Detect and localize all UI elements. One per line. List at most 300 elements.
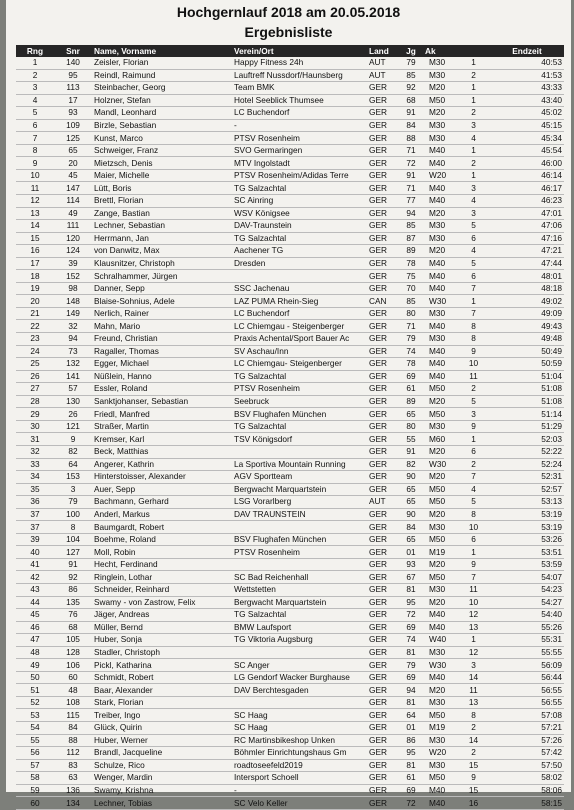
rank-cell: 19 (16, 282, 54, 295)
name-cell: Wenger, Mardin (92, 772, 232, 785)
table-row (16, 232, 564, 245)
age-class-cell: M19 (423, 721, 457, 734)
table-row (16, 69, 564, 82)
name-cell: Sanktjohanser, Sebastian (92, 395, 232, 408)
finish-time-cell: 51:14 (490, 408, 564, 421)
country-cell: CAN (367, 295, 399, 308)
table-row (16, 696, 564, 709)
name-cell: Steinbacher, Georg (92, 82, 232, 95)
table-row (16, 420, 564, 433)
year-cell: 67 (399, 571, 423, 584)
results-sheet (6, 0, 571, 808)
year-cell: 77 (399, 195, 423, 208)
club-cell: Happy Fitness 24h (232, 57, 367, 69)
class-rank-cell: 4 (457, 245, 490, 258)
start-number-cell: 106 (54, 659, 92, 672)
class-rank-cell: 12 (457, 646, 490, 659)
year-cell: 91 (399, 445, 423, 458)
club-cell: SC Haag (232, 709, 367, 722)
start-number-cell: 125 (54, 132, 92, 145)
name-cell: Moll, Robin (92, 546, 232, 559)
age-class-cell: M30 (423, 69, 457, 82)
class-rank-cell: 3 (457, 659, 490, 672)
class-rank-cell: 6 (457, 232, 490, 245)
class-rank-cell: 10 (457, 358, 490, 371)
club-cell: SC Anger (232, 659, 367, 672)
club-cell (232, 521, 367, 534)
age-class-cell: M50 (423, 94, 457, 107)
age-class-cell: M40 (423, 671, 457, 684)
finish-time-cell: 56:09 (490, 659, 564, 672)
age-class-cell: M40 (423, 270, 457, 283)
rank-cell: 44 (16, 596, 54, 609)
country-cell: GER (367, 358, 399, 371)
rank-cell: 3 (16, 82, 54, 95)
name-cell: Freund, Christian (92, 333, 232, 346)
club-cell: TSV Königsdorf (232, 433, 367, 446)
rank-cell: 36 (16, 496, 54, 509)
club-cell: SSC Jachenau (232, 282, 367, 295)
rank-cell: 32 (16, 445, 54, 458)
class-rank-cell: 5 (457, 395, 490, 408)
club-cell: MTV Ingolstadt (232, 157, 367, 170)
age-class-cell: M30 (423, 734, 457, 747)
rank-cell: 12 (16, 195, 54, 208)
column-header-start-number: Snr (54, 45, 92, 57)
class-rank-cell: 3 (457, 207, 490, 220)
age-class-cell: W20 (423, 747, 457, 760)
country-cell: GER (367, 659, 399, 672)
age-class-cell: M50 (423, 383, 457, 396)
table-row (16, 471, 564, 484)
name-cell: Glück, Quirin (92, 721, 232, 734)
name-cell: Klausnitzer, Christoph (92, 257, 232, 270)
country-cell: GER (367, 696, 399, 709)
year-cell: 78 (399, 358, 423, 371)
table-row (16, 395, 564, 408)
country-cell: GER (367, 483, 399, 496)
finish-time-cell: 57:42 (490, 747, 564, 760)
country-cell: GER (367, 433, 399, 446)
name-cell: Essler, Roland (92, 383, 232, 396)
country-cell: GER (367, 759, 399, 772)
name-cell: Swamy - von Zastrow, Felix (92, 596, 232, 609)
class-rank-cell: 8 (457, 709, 490, 722)
club-cell: Seebruck (232, 395, 367, 408)
finish-time-cell: 57:50 (490, 759, 564, 772)
class-rank-cell: 2 (457, 157, 490, 170)
start-number-cell: 121 (54, 420, 92, 433)
club-cell: LC Chiemgau- Steigenberger (232, 358, 367, 371)
name-cell: von Danwitz, Max (92, 245, 232, 258)
class-rank-cell: 6 (457, 445, 490, 458)
class-rank-cell: 1 (457, 169, 490, 182)
age-class-cell: M50 (423, 533, 457, 546)
rank-cell: 20 (16, 295, 54, 308)
rank-cell: 30 (16, 420, 54, 433)
start-number-cell: 73 (54, 345, 92, 358)
class-rank-cell: 4 (457, 132, 490, 145)
table-row (16, 546, 564, 559)
name-cell: Jäger, Andreas (92, 609, 232, 622)
country-cell: GER (367, 257, 399, 270)
club-cell: TG Salzachtal (232, 182, 367, 195)
class-rank-cell: 14 (457, 671, 490, 684)
club-cell: LC Buchendorf (232, 307, 367, 320)
country-cell: GER (367, 282, 399, 295)
year-cell: 89 (399, 245, 423, 258)
country-cell: GER (367, 646, 399, 659)
class-rank-cell: 7 (457, 307, 490, 320)
rank-cell: 25 (16, 358, 54, 371)
year-cell: 65 (399, 408, 423, 421)
start-number-cell: 141 (54, 370, 92, 383)
rank-cell: 1 (16, 57, 54, 69)
finish-time-cell: 45:34 (490, 132, 564, 145)
class-rank-cell: 1 (457, 634, 490, 647)
start-number-cell: 130 (54, 395, 92, 408)
year-cell: 72 (399, 609, 423, 622)
year-cell: 65 (399, 496, 423, 509)
start-number-cell: 94 (54, 333, 92, 346)
finish-time-cell: 43:40 (490, 94, 564, 107)
year-cell: 93 (399, 558, 423, 571)
year-cell: 85 (399, 295, 423, 308)
age-class-cell: M30 (423, 119, 457, 132)
class-rank-cell: 9 (457, 345, 490, 358)
document-subtitle: Ergebnisliste (244, 24, 333, 40)
name-cell: Schmidt, Robert (92, 671, 232, 684)
name-cell: Holzner, Stefan (92, 94, 232, 107)
club-cell: BSV Flughafen München (232, 408, 367, 421)
start-number-cell: 86 (54, 583, 92, 596)
finish-time-cell: 48:18 (490, 282, 564, 295)
year-cell: 91 (399, 107, 423, 120)
age-class-cell: M50 (423, 496, 457, 509)
age-class-cell: M30 (423, 646, 457, 659)
table-row (16, 107, 564, 120)
rank-cell: 31 (16, 433, 54, 446)
start-number-cell: 113 (54, 82, 92, 95)
name-cell: Baumgardt, Robert (92, 521, 232, 534)
finish-time-cell: 47:01 (490, 207, 564, 220)
country-cell: GER (367, 307, 399, 320)
club-cell: Bergwacht Marquartstein (232, 483, 367, 496)
country-cell: AUT (367, 69, 399, 82)
start-number-cell: 32 (54, 320, 92, 333)
start-number-cell: 132 (54, 358, 92, 371)
year-cell: 72 (399, 797, 423, 810)
finish-time-cell: 53:13 (490, 496, 564, 509)
start-number-cell: 134 (54, 797, 92, 810)
table-row (16, 245, 564, 258)
results-table (16, 45, 564, 810)
name-cell: Huber, Sonja (92, 634, 232, 647)
table-row (16, 383, 564, 396)
rank-cell: 42 (16, 571, 54, 584)
class-rank-cell: 3 (457, 182, 490, 195)
country-cell: GER (367, 195, 399, 208)
start-number-cell: 114 (54, 195, 92, 208)
country-cell: GER (367, 157, 399, 170)
rank-cell: 16 (16, 245, 54, 258)
rank-cell: 55 (16, 734, 54, 747)
country-cell: GER (367, 471, 399, 484)
name-cell: Herrmann, Jan (92, 232, 232, 245)
start-number-cell: 8 (54, 521, 92, 534)
finish-time-cell: 54:27 (490, 596, 564, 609)
start-number-cell: 149 (54, 307, 92, 320)
finish-time-cell: 46:23 (490, 195, 564, 208)
rank-cell: 37 (16, 521, 54, 534)
age-class-cell: M30 (423, 220, 457, 233)
finish-time-cell: 58:02 (490, 772, 564, 785)
country-cell: GER (367, 772, 399, 785)
finish-time-cell: 57:08 (490, 709, 564, 722)
finish-time-cell: 49:43 (490, 320, 564, 333)
name-cell: Auer, Sepp (92, 483, 232, 496)
start-number-cell: 124 (54, 245, 92, 258)
country-cell: GER (367, 345, 399, 358)
country-cell: GER (367, 408, 399, 421)
club-cell: roadtoseefeld2019 (232, 759, 367, 772)
club-cell (232, 558, 367, 571)
name-cell: Ragaller, Thomas (92, 345, 232, 358)
name-cell: Nüßlein, Hanno (92, 370, 232, 383)
club-cell: Team BMK (232, 82, 367, 95)
start-number-cell: 93 (54, 107, 92, 120)
club-cell (232, 646, 367, 659)
table-row (16, 333, 564, 346)
age-class-cell: M30 (423, 696, 457, 709)
column-header-club: Verein/Ort (232, 45, 367, 57)
name-cell: Treiber, Ingo (92, 709, 232, 722)
country-cell: GER (367, 132, 399, 145)
age-class-cell: M20 (423, 245, 457, 258)
class-rank-cell: 2 (457, 721, 490, 734)
table-row (16, 320, 564, 333)
country-cell: GER (367, 521, 399, 534)
column-header-finish-time: Endzeit (490, 45, 564, 57)
rank-cell: 35 (16, 483, 54, 496)
rank-cell: 10 (16, 169, 54, 182)
start-number-cell: 120 (54, 232, 92, 245)
country-cell: GER (367, 671, 399, 684)
rank-cell: 33 (16, 458, 54, 471)
start-number-cell: 140 (54, 57, 92, 69)
class-rank-cell: 2 (457, 747, 490, 760)
name-cell: Maier, Michelle (92, 169, 232, 182)
rank-cell: 52 (16, 696, 54, 709)
club-cell: SC Bad Reichenhall (232, 571, 367, 584)
age-class-cell: M40 (423, 282, 457, 295)
rank-cell: 29 (16, 408, 54, 421)
table-row (16, 207, 564, 220)
rank-cell: 41 (16, 558, 54, 571)
year-cell: 69 (399, 784, 423, 797)
country-cell: GER (367, 571, 399, 584)
start-number-cell: 9 (54, 433, 92, 446)
finish-time-cell: 55:55 (490, 646, 564, 659)
rank-cell: 23 (16, 333, 54, 346)
age-class-cell: M30 (423, 307, 457, 320)
rank-cell: 7 (16, 132, 54, 145)
start-number-cell: 26 (54, 408, 92, 421)
rank-cell: 50 (16, 671, 54, 684)
finish-time-cell: 53:59 (490, 558, 564, 571)
club-cell: PTSV Rosenheim (232, 383, 367, 396)
year-cell: 79 (399, 333, 423, 346)
age-class-cell: M20 (423, 596, 457, 609)
year-cell: 90 (399, 508, 423, 521)
year-cell: 85 (399, 69, 423, 82)
finish-time-cell: 51:08 (490, 383, 564, 396)
table-row (16, 508, 564, 521)
start-number-cell: 49 (54, 207, 92, 220)
table-row (16, 533, 564, 546)
table-row (16, 797, 564, 810)
rank-cell: 59 (16, 784, 54, 797)
class-rank-cell: 5 (457, 220, 490, 233)
year-cell: 75 (399, 270, 423, 283)
start-number-cell: 100 (54, 508, 92, 521)
club-cell: PTSV Rosenheim (232, 132, 367, 145)
table-row (16, 445, 564, 458)
finish-time-cell: 53:19 (490, 521, 564, 534)
rank-cell: 34 (16, 471, 54, 484)
rank-cell: 9 (16, 157, 54, 170)
club-cell: Bergwacht Marquartstein (232, 596, 367, 609)
finish-time-cell: 53:26 (490, 533, 564, 546)
table-row (16, 784, 564, 797)
finish-time-cell: 45:15 (490, 119, 564, 132)
class-rank-cell: 14 (457, 734, 490, 747)
age-class-cell: M20 (423, 684, 457, 697)
age-class-cell: M20 (423, 558, 457, 571)
table-row (16, 458, 564, 471)
year-cell: 70 (399, 282, 423, 295)
start-number-cell: 136 (54, 784, 92, 797)
start-number-cell: 88 (54, 734, 92, 747)
table-row (16, 195, 564, 208)
year-cell: 81 (399, 696, 423, 709)
finish-time-cell: 45:54 (490, 144, 564, 157)
finish-time-cell: 56:55 (490, 696, 564, 709)
age-class-cell: M40 (423, 257, 457, 270)
year-cell: 61 (399, 383, 423, 396)
year-cell: 91 (399, 169, 423, 182)
name-cell: Danner, Sepp (92, 282, 232, 295)
year-cell: 71 (399, 144, 423, 157)
class-rank-cell: 1 (457, 546, 490, 559)
rank-cell: 47 (16, 634, 54, 647)
class-rank-cell: 4 (457, 483, 490, 496)
club-cell: Lauftreff Nussdorf/Haunsberg (232, 69, 367, 82)
year-cell: 94 (399, 684, 423, 697)
name-cell: Hinterstoisser, Alexander (92, 471, 232, 484)
start-number-cell: 153 (54, 471, 92, 484)
class-rank-cell: 7 (457, 282, 490, 295)
rank-cell: 45 (16, 609, 54, 622)
country-cell: GER (367, 621, 399, 634)
rank-cell: 2 (16, 69, 54, 82)
name-cell: Hecht, Ferdinand (92, 558, 232, 571)
name-cell: Kremser, Karl (92, 433, 232, 446)
table-row (16, 144, 564, 157)
country-cell: GER (367, 734, 399, 747)
name-cell: Schweiger, Franz (92, 144, 232, 157)
table-row (16, 772, 564, 785)
club-cell: - (232, 784, 367, 797)
year-cell: 88 (399, 132, 423, 145)
rank-cell: 11 (16, 182, 54, 195)
start-number-cell: 3 (54, 483, 92, 496)
start-number-cell: 65 (54, 144, 92, 157)
start-number-cell: 135 (54, 596, 92, 609)
club-cell: Praxis Achental/Sport Bauer Ac (232, 333, 367, 346)
finish-time-cell: 46:14 (490, 169, 564, 182)
table-row (16, 646, 564, 659)
year-cell: 64 (399, 709, 423, 722)
age-class-cell: M20 (423, 445, 457, 458)
country-cell: GER (367, 546, 399, 559)
rank-cell: 13 (16, 207, 54, 220)
country-cell: GER (367, 583, 399, 596)
start-number-cell: 84 (54, 721, 92, 734)
start-number-cell: 17 (54, 94, 92, 107)
rank-cell: 39 (16, 533, 54, 546)
finish-time-cell: 47:44 (490, 257, 564, 270)
table-row (16, 220, 564, 233)
name-cell: Ringlein, Lothar (92, 571, 232, 584)
club-cell: SVO Germaringen (232, 144, 367, 157)
rank-cell: 57 (16, 759, 54, 772)
column-header-rank: Rng (16, 45, 54, 57)
age-class-cell: M19 (423, 546, 457, 559)
country-cell: AUT (367, 496, 399, 509)
start-number-cell: 45 (54, 169, 92, 182)
name-cell: Birzle, Sebastian (92, 119, 232, 132)
country-cell: GER (367, 370, 399, 383)
year-cell: 72 (399, 157, 423, 170)
age-class-cell: M30 (423, 333, 457, 346)
year-cell: 01 (399, 721, 423, 734)
country-cell: GER (367, 182, 399, 195)
rank-cell: 58 (16, 772, 54, 785)
age-class-cell: W30 (423, 458, 457, 471)
country-cell: GER (367, 721, 399, 734)
finish-time-cell: 56:55 (490, 684, 564, 697)
club-cell: TG Salzachtal (232, 420, 367, 433)
name-cell: Friedl, Manfred (92, 408, 232, 421)
finish-time-cell: 52:31 (490, 471, 564, 484)
table-row (16, 583, 564, 596)
age-class-cell: M40 (423, 370, 457, 383)
age-class-cell: M60 (423, 433, 457, 446)
club-cell: DAV TRAUNSTEIN (232, 508, 367, 521)
finish-time-cell: 40:53 (490, 57, 564, 69)
country-cell: GER (367, 333, 399, 346)
table-row (16, 119, 564, 132)
year-cell: 69 (399, 621, 423, 634)
country-cell: GER (367, 445, 399, 458)
age-class-cell: M20 (423, 107, 457, 120)
age-class-cell: M30 (423, 583, 457, 596)
finish-time-cell: 51:08 (490, 395, 564, 408)
table-row (16, 182, 564, 195)
age-class-cell: M30 (423, 759, 457, 772)
year-cell: 74 (399, 345, 423, 358)
